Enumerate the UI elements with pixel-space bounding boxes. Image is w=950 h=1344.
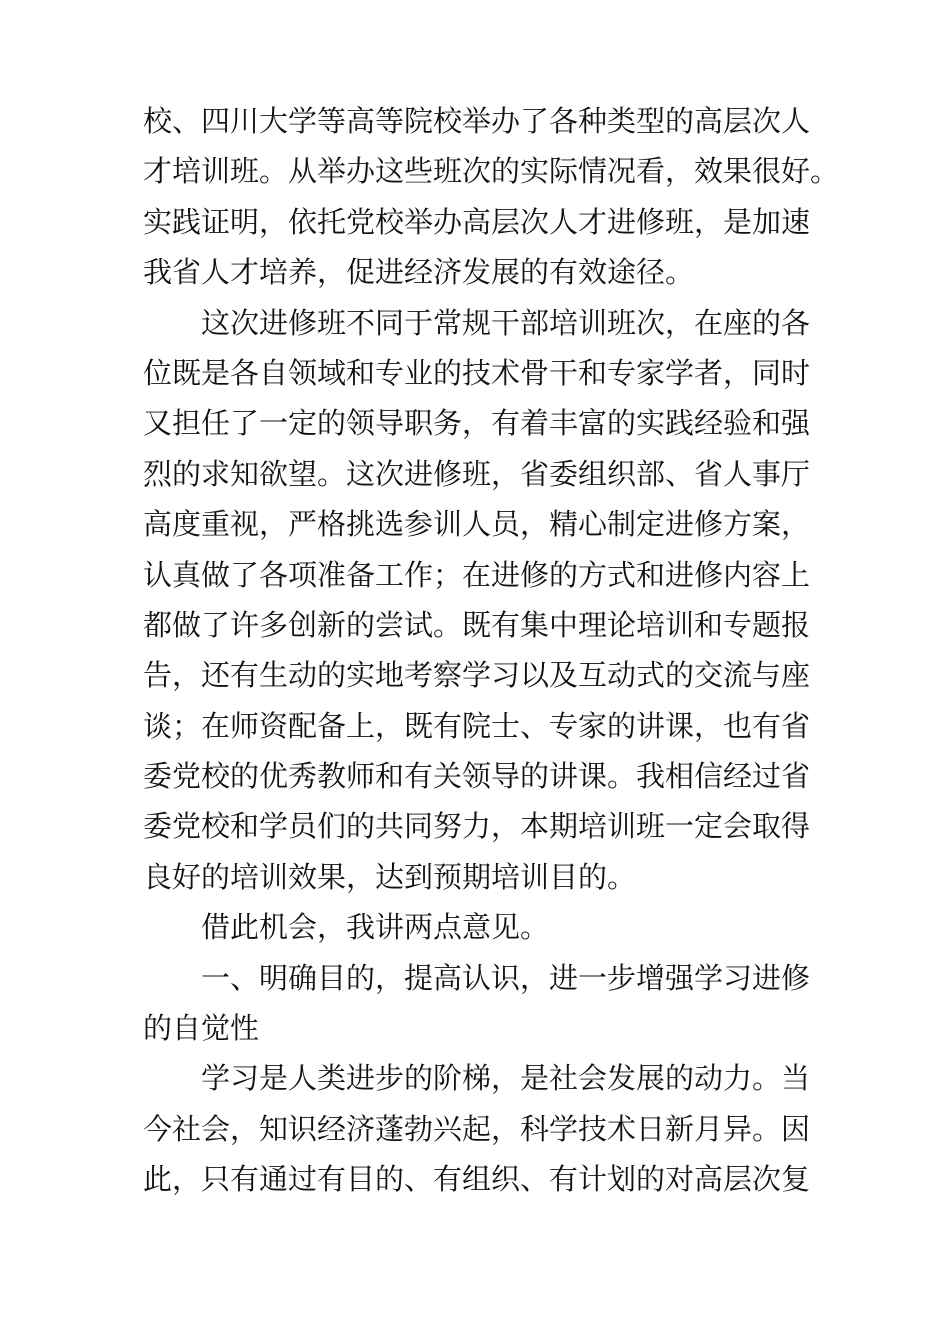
document-body [143,96,840,1205]
text-line: 我省人才培养，促进经济发展的有效途径。 [143,255,695,290]
text-line: 今社会，知识经济蓬勃兴起，科学技术日新月异。因 [143,1111,811,1146]
paragraph-start-line: 学习是人类进步的阶梯，是社会发展的动力。当 [201,1061,811,1096]
text-line: 告，还有生动的实地考察学习以及互动式的交流与座 [143,658,811,693]
paragraph-start-line: 借此机会，我讲两点意见。 [201,910,550,945]
text-line: 谈；在师资配备上，既有院士、专家的讲课，也有省 [143,708,811,743]
text-line: 才培训班。从举办这些班次的实际情况看，效果很好。 [143,154,840,189]
text-line: 认真做了各项准备工作；在进修的方式和进修内容上 [143,557,811,592]
paragraph-start-line: 这次进修班不同于常规干部培训班次，在座的各 [201,305,811,340]
section-heading-line: 一、明确目的，提高认识，进一步增强学习进修 [201,960,811,995]
text-line: 位既是各自领域和专业的技术骨干和专家学者，同时 [143,355,811,390]
text-line: 都做了许多创新的尝试。既有集中理论培训和专题报 [143,607,811,642]
text-line: 良好的培训效果，达到预期培训目的。 [143,859,637,894]
text-line: 委党校和学员们的共同努力，本期培训班一定会取得 [143,809,811,844]
text-line: 委党校的优秀教师和有关领导的讲课。我相信经过省 [143,759,811,794]
text-line: 实践证明，依托党校举办高层次人才进修班，是加速 [143,204,811,239]
text-line: 此，只有通过有目的、有组织、有计划的对高层次复 [143,1162,811,1197]
text-line: 校、四川大学等高等院校举办了各种类型的高层次人 [143,104,811,138]
text-line: 高度重视，严格挑选参训人员，精心制定进修方案， [143,507,811,542]
section-heading-line: 的自觉性 [143,1011,260,1046]
text-line: 又担任了一定的领导职务，有着丰富的实践经验和强 [143,406,811,441]
text-line: 烈的求知欲望。这次进修班，省委组织部、省人事厅 [143,456,811,491]
